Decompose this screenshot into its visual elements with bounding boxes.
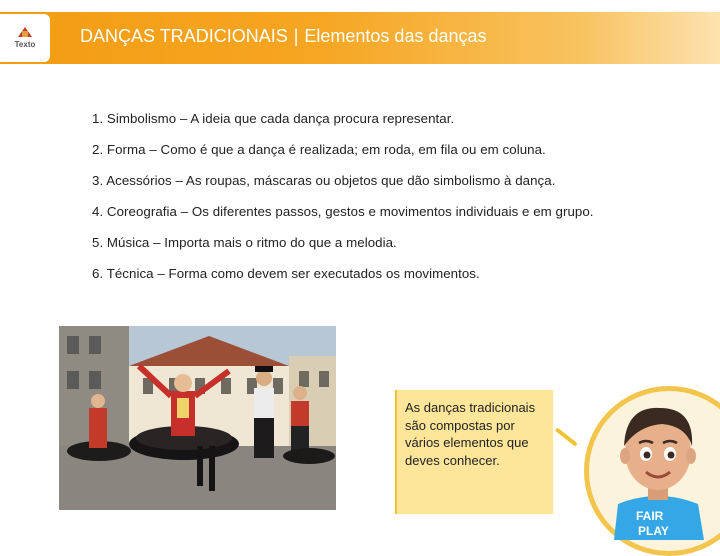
item-term: 1. Simbolismo xyxy=(92,111,177,126)
character-avatar xyxy=(596,396,720,540)
boy-character-icon xyxy=(596,396,720,540)
shirt-text-1: FAIR xyxy=(636,509,664,523)
item-term: 4. Coreografia xyxy=(92,204,177,219)
item-desc: – Os diferentes passos, gestos e movimentos individuais e em grupo. xyxy=(176,204,594,219)
folk-dance-illustration xyxy=(59,326,336,510)
item-desc: – Forma como devem ser executados os movimentos. xyxy=(153,266,480,281)
shirt-text-2: PLAY xyxy=(638,524,669,538)
item-term: 2. Forma xyxy=(92,142,146,157)
item-desc: – As roupas, máscaras ou objetos que dão simbolismo à dança. xyxy=(171,173,556,188)
texto-logo xyxy=(0,14,50,62)
list-item xyxy=(92,265,692,296)
item-desc: – Importa mais o ritmo do que a melodia. xyxy=(149,235,397,250)
title-separator: | xyxy=(293,26,299,46)
logo-text: Texto xyxy=(14,40,36,49)
title-sub: Elementos das danças xyxy=(304,26,487,46)
item-term: 3. Acessórios xyxy=(92,173,172,188)
logo-icon xyxy=(18,27,32,37)
page-title xyxy=(80,26,487,47)
list-item xyxy=(92,234,692,265)
list-item xyxy=(92,110,692,141)
list-item xyxy=(92,203,692,234)
item-term: 5. Música xyxy=(92,235,150,250)
list-item xyxy=(92,172,692,203)
folk-dance-photo xyxy=(59,326,336,510)
item-desc: – Como é que a dança é realizada; em roda, em fila ou em coluna. xyxy=(145,142,546,157)
speech-bubble xyxy=(395,390,553,514)
item-desc: – A ideia que cada dança procura representar. xyxy=(176,111,455,126)
speech-text: As danças tradicionais são compostas por vários elementos que deves conhecer. xyxy=(405,400,536,468)
item-term: 6. Técnica xyxy=(92,266,154,281)
list-item xyxy=(92,141,692,172)
elements-list xyxy=(92,110,692,296)
title-main: DANÇAS TRADICIONAIS xyxy=(80,26,288,46)
speech-pointer xyxy=(555,427,578,446)
